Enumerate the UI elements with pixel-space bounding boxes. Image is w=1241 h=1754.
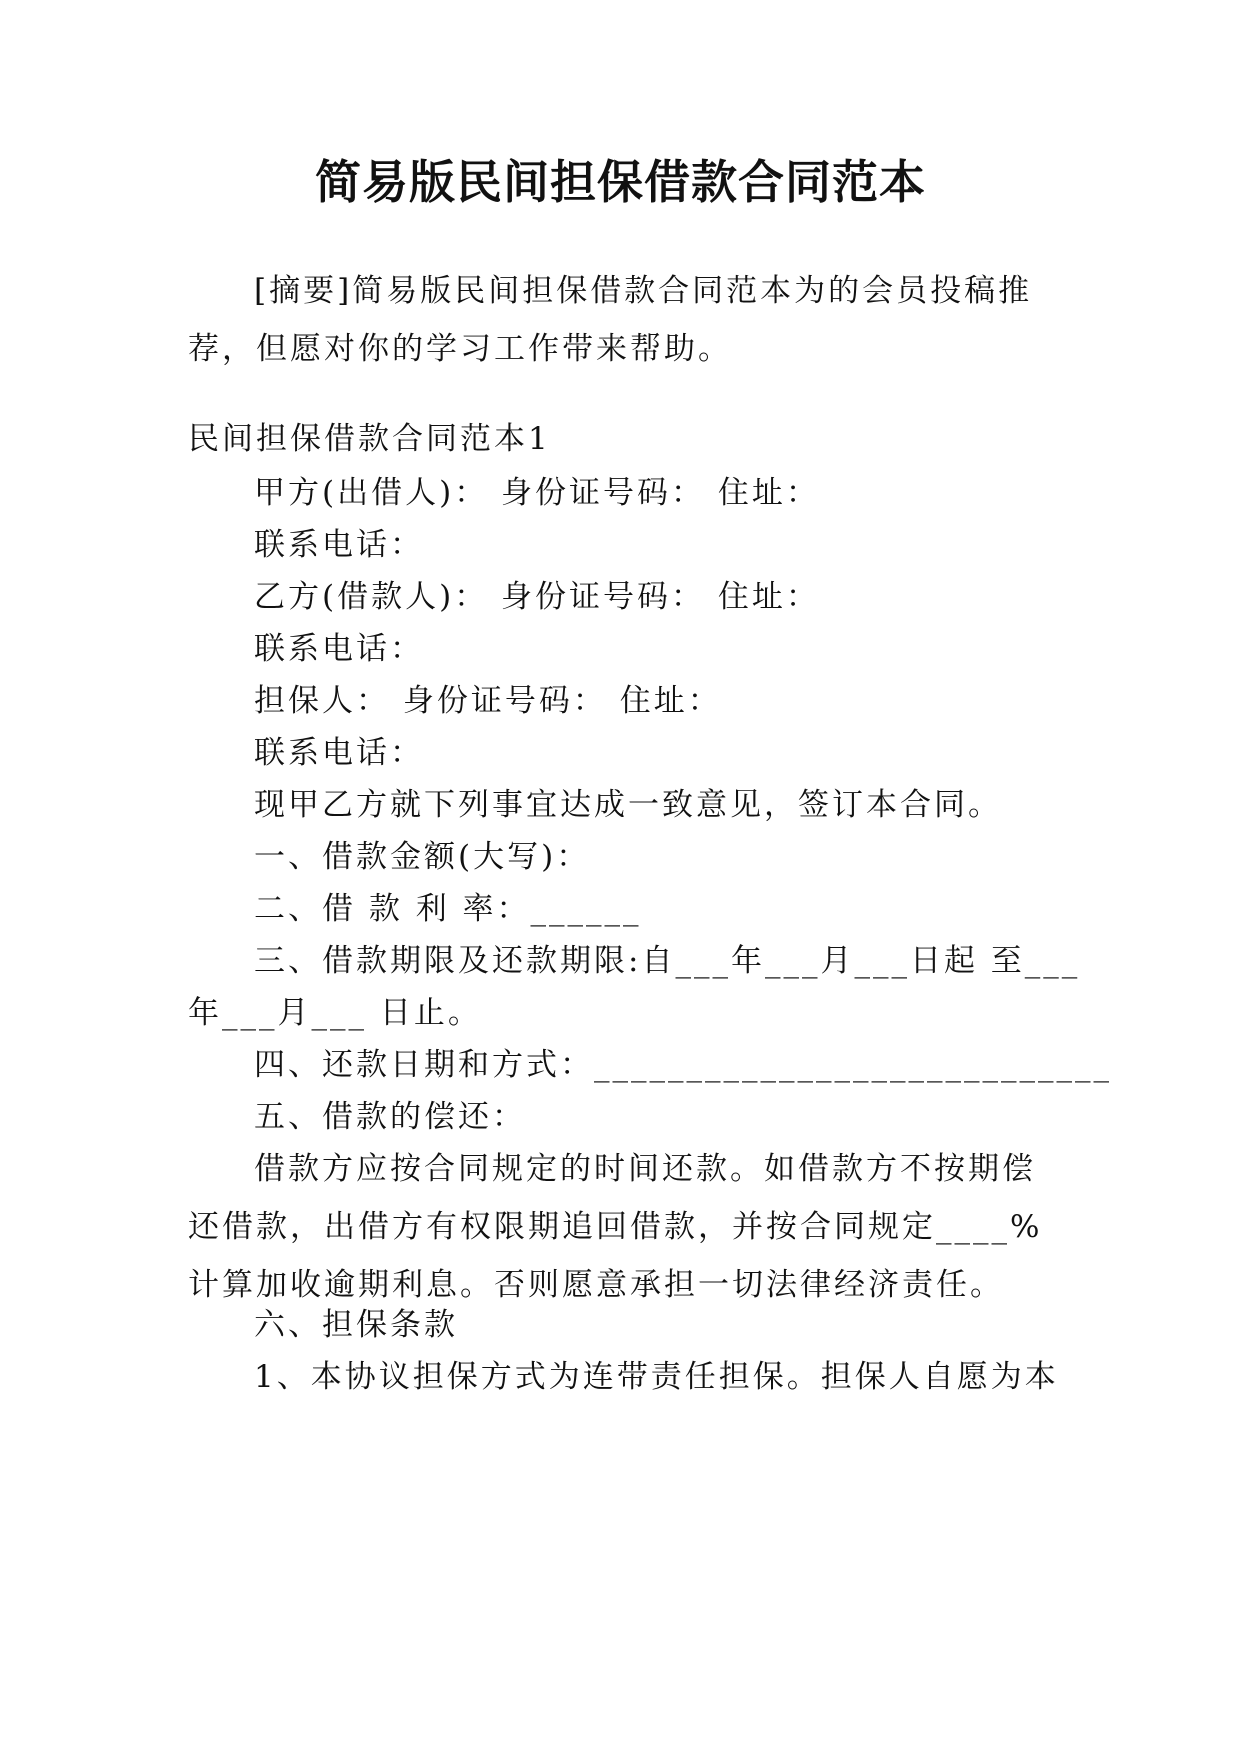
section-heading: 民间担保借款合同范本1: [188, 421, 551, 457]
repayment-method-line: 四、还款日期和方式：____________________________: [254, 1047, 1112, 1083]
repayment-paragraph: 借款方应按合同规定的时间还款。如借款方不按期偿还借款，出借方有权限期追回借款，并按合同规定____%计算加收逾期利息。否则愿意承担一切法律经济责任。: [188, 1151, 1043, 1303]
party-a-phone-line: 联系电话：: [254, 527, 424, 563]
repayment-heading-line: 五、借款的偿还：: [254, 1099, 526, 1135]
loan-term-line: 三、借款期限及还款期限:自___年___月___日起 至___: [254, 943, 1081, 979]
interest-rate-line: 二、借 款 利 率：______: [254, 891, 642, 927]
guarantor-line: 担保人： 身份证号码： 住址：: [254, 683, 722, 719]
abstract-paragraph: [摘要]简易版民间担保借款合同范本为的会员投稿推荐，但愿对你的学习工作带来帮助。: [188, 273, 1033, 367]
party-b-phone-line: 联系电话：: [254, 631, 424, 667]
document-title: 简易版民间担保借款合同范本: [315, 155, 926, 209]
agreement-line: 现甲乙方就下列事宜达成一致意见，签订本合同。: [254, 787, 1002, 823]
party-a-line: 甲方(出借人)： 身份证号码： 住址：: [254, 475, 820, 511]
guarantee-clause-1-line: 1、本协议担保方式为连带责任担保。担保人自愿为本: [254, 1359, 1059, 1395]
party-b-line: 乙方(借款人)： 身份证号码： 住址：: [254, 579, 820, 615]
loan-term-line-continued: 年___月___ 日止。: [188, 995, 482, 1031]
guarantee-heading-line: 六、担保条款: [254, 1307, 458, 1343]
loan-amount-line: 一、借款金额(大写)：: [254, 839, 591, 875]
guarantor-phone-line: 联系电话：: [254, 735, 424, 771]
